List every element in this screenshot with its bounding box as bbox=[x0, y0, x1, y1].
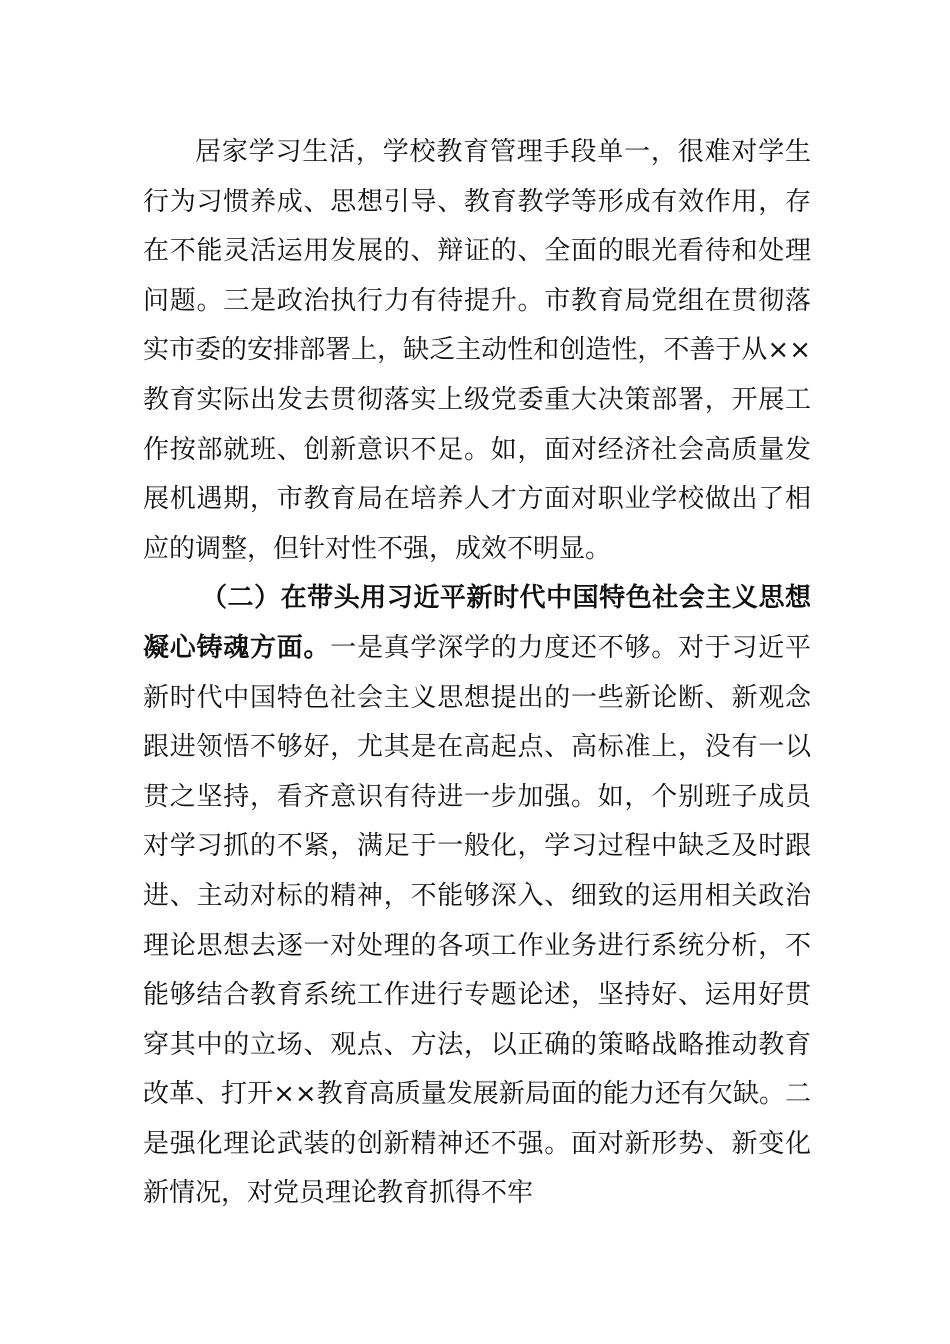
paragraph-2 bbox=[143, 574, 811, 1219]
section-heading: （二）在带头用习近平新时代中国特色社会主义思想凝心铸魂方面。 bbox=[143, 583, 811, 663]
paragraph-2-text: 一是真学深学的力度还不够。对于习近平新时代中国特色社会主义思想提出的一些新论断、新观念跟进领悟不够好，尤其是在高起点、高标准上，没有一以贯之坚持，看齐意识有待进一步加强。如，个别班子成员对学习抓的不紧，满足于一般化，学习过程中缺乏及时跟进、主动对标的精神，不能够深入、细致的运用相关政治理论思想去逐一对处理的各项工作业务进行系统分析，不能够结合教育系统工作进行专题论述，坚持好、运用好贯穿其中的立场、观点、方法，以正确的策略战略推动教育改革、打开××教育高质量发展新局面的能力还有欠缺。二是强化理论武装的创新精神还不强。面对新形势、新变化新情况，对党员理论教育抓得不牢 bbox=[143, 632, 811, 1209]
paragraph-1-text: 居家学习生活，学校教育管理手段单一，很难对学生行为习惯养成、思想引导、教育教学等形成有效作用，存在不能灵活运用发展的、辩证的、全面的眼光看待和处理问题。三是政治执行力有待提升。市教育局党组在贯彻落实市委的安排部署上，缺乏主动性和创造性，不善于从××教育实际出发去贯彻落实上级党委重大决策部署，开展工作按部就班、创新意识不足。如，面对经济社会高质量发展机遇期，市教育局在培养人才方面对职业学校做出了相应的调整，但针对性不强，成效不明显。 bbox=[143, 137, 811, 564]
document-body bbox=[143, 128, 811, 1219]
paragraph-1 bbox=[143, 128, 811, 574]
